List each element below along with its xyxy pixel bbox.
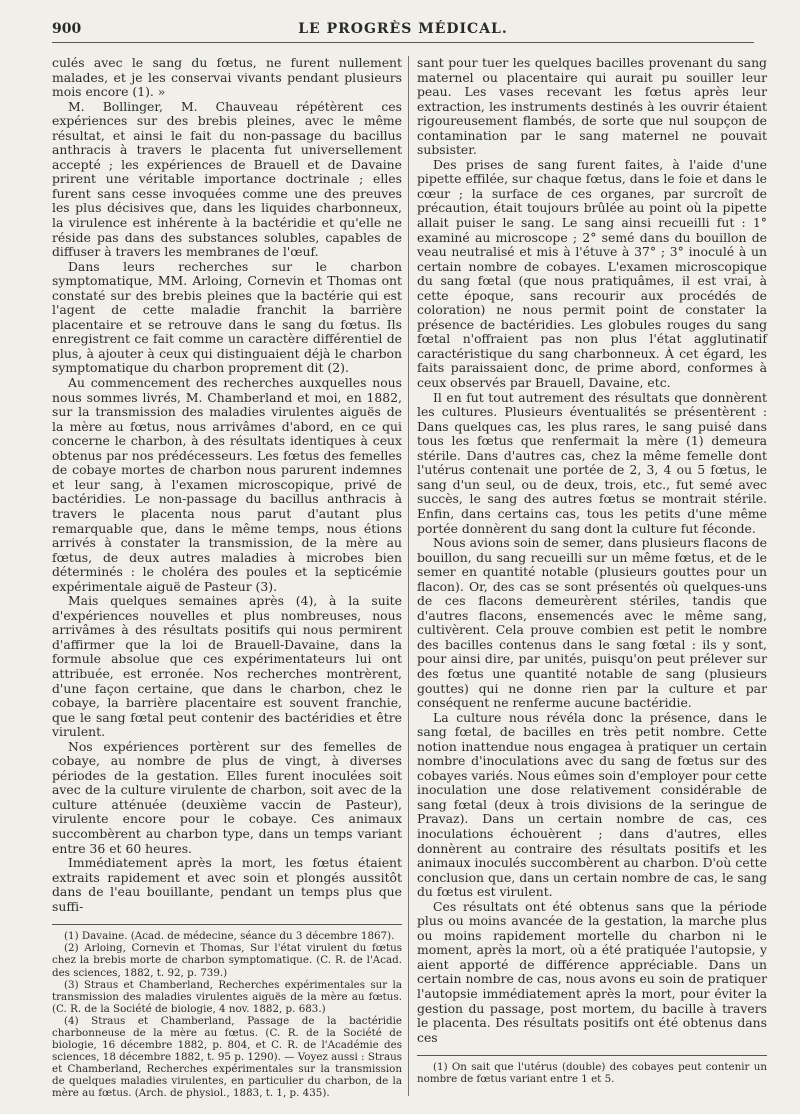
footnote: (1) Davaine. (Acad. de médecine, séance du 3 décembre 1867). — [64, 930, 395, 943]
paragraph: La culture nous révéla donc la présence, dans le sang fœtal, de bacilles en très petit nombre. Cette notion inattendue nous engagea à pratiquer un certain nombre d'inoculations avec du sang de fœtus sur des cobayes variés. Nous eûmes soin d'employer pour cette inoculation une dose relativement considérable de sang fœtal (deux à trois divisions de la seringue de Pravaz). Dans un certain nombre de cas, ces inoculations échouèrent ; dans d'autres, elles donnèrent au contraire des résultats positifs et les animaux inoculés succombèrent au charbon. D'où cette conclusion que, dans un certain nombre de cas, le sang du fœtus est virulent. — [417, 709, 767, 900]
paragraph: Mais quelques semaines après (4), à la suite d'expériences nouvelles et plus nombreuses, nous arrivâmes à des résultats positifs qui nous permirent d'affirmer que la loi de Brauell-Davaine, dans la formule absolue que ces expérimentateurs lui ont attribuée, est erronée. Nos recherches montrèrent, d'une façon certaine, que dans le charbon, chez le cobaye, la barrière placentaire est souvent franchie, que le sang fœtal peut contenir des bactéridies et être virulent. — [52, 593, 402, 740]
right-column — [417, 56, 767, 1085]
page-number: 900 — [52, 21, 82, 37]
paragraph: culés avec le sang du fœtus, ne furent nullement malades, et je les conservai vivants pendant plusieurs mois encore (1). » — [52, 55, 402, 100]
paragraph: M. Bollinger, M. Chauveau répétèrent ces expériences sur des brebis pleines, avec le même résultat, et ainsi le fait du non-passage du bacillus anthracis à travers le placenta fut universellement accepté ; les expériences de Brauell et de Davaine prirent une véritable importance doctrinale ; elles furent sans cesse invoquées comme une des preuves les plus décisives que, dans les liquides charbonneux, la virulence est inhérente à la bactéridie et qu'elle ne réside pas dans des substances solubles, capables de diffuser à travers les membranes de l'œuf. — [52, 98, 402, 260]
page-header — [52, 18, 754, 43]
paragraph: Des prises de sang furent faites, à l'aide d'une pipette effilée, sur chaque fœtus, dans le foie et dans le cœur ; la surface de ces organes, par surcroît de précaution, était toujours brûlée au point où la pipette allait puiser le sang. Le sang ainsi recueilli fut : 1° examiné au microscope ; 2° semé dans du bouillon de veau neutralisé et mis à l'étuve à 37° ; 3° inoculé à un certain nombre de cobayes. L'examen microscopique du sang fœtal (que nous pratiquâmes, il est vrai, à cette époque, sans recourir aux procédés de coloration) ne nous permit point de constater la présence de bactéridies. Les globules rouges du sang fœtal n'offraient pas non plus l'état agglutinatif caractéristique du sang charbonneux. À cet égard, les faits paraissaient donc, de prime abord, conformes à ceux observés par Brauell, Davaine, etc. — [417, 156, 767, 391]
footnote: (3) Straus et Chamberland, Recherches expérimentales sur la transmission des maladies virulentes aiguës de la mère au fœtus. (C. R. de la Société de biologie, 4 nov. 1882, p. 683.) — [52, 978, 402, 1015]
paragraph: Au commencement des recherches auxquelles nous nous sommes livrés, M. Chamberland et moi, en 1882, sur la transmission des maladies virulentes aiguës de la mère au fœtus, nous arrivâmes d'abord, en ce qui concerne le charbon, à des résultats identiques à ceux obtenus par nos prédécesseurs. Les fœtus des femelles de cobaye mortes de charbon nous parurent indemnes et leur sang, à l'examen microscopique, privé de bactéridies. Le non-passage du bacillus anthracis à travers le placenta nous parut d'autant plus remarquable que, dans le même temps, nous étions arrivés à constater la transmission, de la mère au fœtus, de deux autres maladies à microbes bien déterminés : le choléra des poules et la septicémie expérimentale aiguë de Pasteur (3). — [52, 375, 402, 594]
footnote: (4) Straus et Chamberland, Passage de la bactéridie charbonneuse de la mère au fœtus. (C. R. de la Société de biologie, 16 décembre 1882, p. 804, et C. R. de l'Académie des sciences, 18 décembre 1882, t. 95 p. 1290). — Voyez aussi : Straus et Chamberland, Recherches expérimentales sur la transmission de quelques maladies virulentes, en particulier du charbon, de la mère au fœtus. (Arch. de physiol., 1883, t. 1, p. 435). — [52, 1014, 402, 1100]
paragraph: Il en fut tout autrement des résultats que donnèrent les cultures. Plusieurs éventualités se présentèrent : Dans quelques cas, les plus rares, le sang puisé dans tous les fœtus que renfermait la mère (1) demeura stérile. Dans d'autres cas, chez la même femelle dont l'utérus contenait une portée de 2, 3, 4 ou 5 fœtus, le sang d'un seul, ou de deux, trois, etc., fut semé avec succès, le sang des autres fœtus se montrait stérile. Enfin, dans certains cas, tous les petits d'une même portée donnèrent du sang dont la culture fut féconde. — [417, 389, 767, 536]
column-divider — [408, 56, 409, 1096]
paragraph: sant pour tuer les quelques bacilles provenant du sang maternel ou placentaire qui aurait pu souiller leur peau. Les vases recevant les fœtus après leur extraction, les instruments destinés à les ouvrir étaient rigoureusement flambés, de sorte que nul soupçon de contamination par le sang maternel ne pouvait subsister. — [417, 55, 767, 158]
footnote: (1) On sait que l'utérus (double) des cobayes peut contenir un nombre de fœtus variant entre 1 et 5. — [417, 1061, 767, 1086]
paragraph: Nos expériences portèrent sur des femelles de cobaye, au nombre de plus de vingt, à diverses périodes de la gestation. Elles furent inoculées soit avec de la culture virulente de charbon, soit avec de la culture atténuée (deuxième vaccin de Pasteur), virulente encore pour le cobaye. Ces animaux succombèrent au charbon type, dans un temps variant entre 36 et 60 heures. — [52, 738, 402, 856]
footnotes — [52, 924, 402, 1099]
footnotes — [417, 1055, 767, 1085]
left-column — [52, 56, 402, 1100]
paragraph: Nous avions soin de semer, dans plusieurs flacons de bouillon, du sang recueilli sur un même fœtus, et de le semer en quantité notable (plusieurs gouttes pour un flacon). Or, des cas se sont présentés où quelques-uns de ces flacons demeurèrent stériles, tandis que d'autres flacons, ensemencés avec le même sang, cultivèrent. Cela prouve combien est petit le nombre des bacilles contenus dans le sang fœtal : ils y sont, pour ainsi dire, par unités, puisqu'on peut prélever sur des fœtus une quantité notable de sang (plusieurs gouttes) qui ne donne rien par la culture et par conséquent ne renferme aucune bactéridie. — [417, 535, 767, 711]
paragraph: Immédiatement après la mort, les fœtus étaient extraits rapidement et avec soin et plongés aussitôt dans de l'eau bouillante, pendant un temps plus que suffi- — [52, 855, 402, 914]
footnote: (2) Arloing, Cornevin et Thomas, Sur l'état virulent du fœtus chez la brebis morte de charbon symptomatique. (C. R. de l'Acad. des sciences, 1882, t. 92, p. 739.) — [52, 942, 402, 979]
running-title: LE PROGRÈS MÉDICAL. — [298, 21, 508, 37]
paragraph: Dans leurs recherches sur le charbon symptomatique, MM. Arloing, Cornevin et Thomas ont constaté sur des brebis pleines que la bactérie qui est l'agent de cette maladie franchit la barrière placentaire et se retrouve dans le sang du fœtus. Ils enregistrent ce fait comme un caractère différentiel de plus, à ajouter à ceux qui distinguaient déjà le charbon symptomatique du charbon proprement dit (2). — [52, 258, 402, 376]
paragraph: Ces résultats ont été obtenus sans que la période plus ou moins avancée de la gestation, la marche plus ou moins rapidement mortelle du charbon ni le moment, après la mort, où a été pratiquée l'autopsie, y aient apporté de différence appréciable. Dans un certain nombre de cas, nous avons eu soin de pratiquer l'autopsie immédiatement après la mort, pour éviter la gestion du passage, post mortem, du bacille à travers le placenta. Des résultats positifs ont été obtenus dans ces — [417, 898, 767, 1045]
